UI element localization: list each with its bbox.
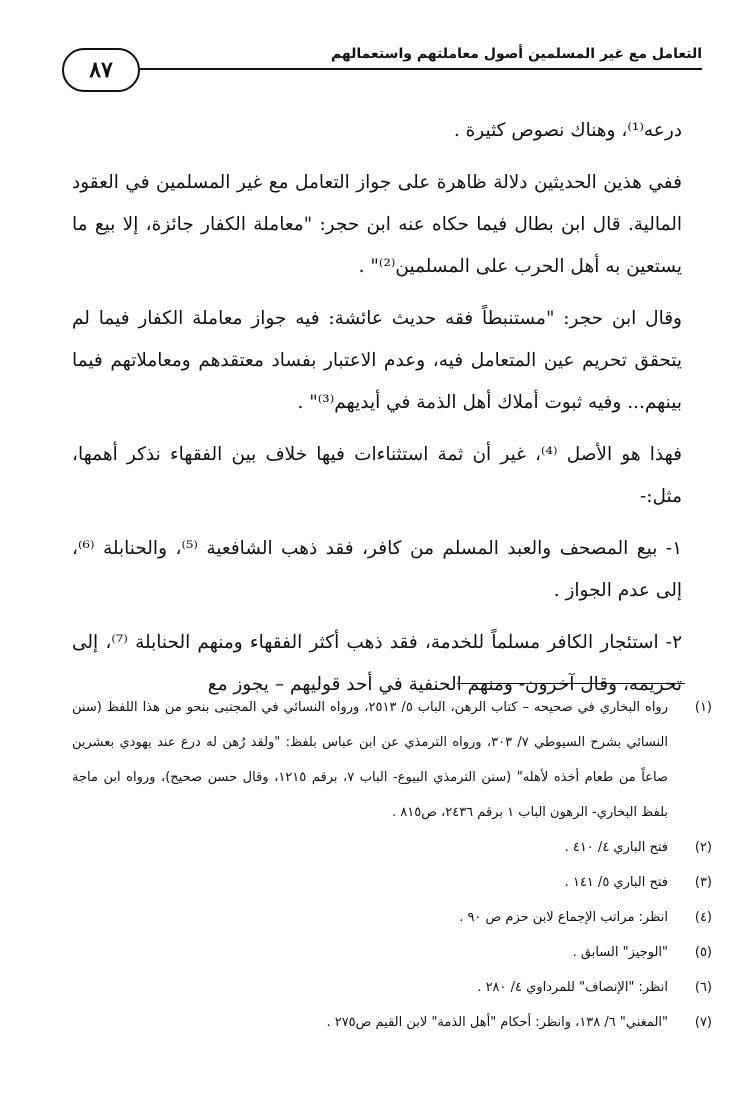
page-header bbox=[62, 48, 702, 92]
paragraph-3: وقال ابن حجر: "مستنبطاً فقه حديث عائشة: فيه جواز معاملة الكفار فيما لم يتحقق تحريم عين المتعامل فيه، وعدم الاعتبار بفساد معتقدهم ومعاملاتهم فيما بينهم... وفيه ثبوت أملاك أهل الذمة في أيديهم⁽³⁾" . bbox=[72, 308, 682, 413]
footnote-number: (٧) bbox=[694, 1015, 712, 1030]
footnote-1 bbox=[72, 690, 712, 830]
paragraph-4: فهذا هو الأصل ⁽⁴⁾، غير أن ثمة استثناءات فيها خلاف بين الفقهاء نذكر أهمها، مثل:- bbox=[72, 444, 682, 507]
footnote-4 bbox=[72, 900, 712, 935]
footnote-text: فتح الباري ٥/ ١٤١ . bbox=[564, 875, 668, 890]
footnote-text: رواه البخاري في صحيحه – كتاب الرهن، الباب ٥/ ٢٥١٣، ورواه النسائي في المجتبى بنحو من هذا اللفظ (سنن النسائي بشرح السيوطي ٧/ ٣٠٣، ورواه الترمذي عن ابن عباس بلفظ: "ولقد رُهن له درع عند يهودي بعشرين صاعاً من طعام أخذه لأهله" (سنن الترمذي البيوع- الباب ٧، برقم ١٢١٥، وقال حسن صحيح)، ورواه ابن ماجة بلفظ البخاري- الرهون الباب ١ برقم ٢٤٣٦، ص٨١٥ . bbox=[72, 700, 668, 820]
paragraph-6: ٢- استئجار الكافر مسلماً للخدمة، فقد ذهب أكثر الفقهاء ومنهم الحنابلة ⁽⁷⁾، إلى تحريمه، وقال آخرون- ومنهم الحنفية في أحد قوليهم – يجوز مع bbox=[72, 632, 683, 695]
footnote-5 bbox=[72, 935, 712, 970]
footnote-text: "المغني" ٦/ ١٣٨، وانظر: أحكام "أهل الذمة" لابن القيم ص٢٧٥ . bbox=[326, 1015, 668, 1030]
main-text bbox=[72, 110, 682, 716]
footnote-number: (٢) bbox=[694, 840, 712, 855]
paragraph-1: درعه⁽¹⁾، وهناك نصوص كثيرة . bbox=[453, 120, 682, 141]
footnote-number: (١) bbox=[694, 700, 712, 715]
footnote-2 bbox=[72, 830, 712, 865]
page-number: ٨٧ bbox=[62, 48, 140, 92]
paragraph-5: ١- بيع المصحف والعبد المسلم من كافر، فقد ذهب الشافعية ⁽⁵⁾، والحنابلة ⁽⁶⁾، إلى عدم الجواز . bbox=[72, 538, 682, 601]
footnote-text: فتح الباري ٤/ ٤١٠ . bbox=[564, 840, 668, 855]
footnote-number: (٣) bbox=[694, 875, 712, 890]
footnote-3 bbox=[72, 865, 712, 900]
footnotes bbox=[72, 690, 712, 1040]
footnote-number: (٥) bbox=[694, 945, 712, 960]
header-rule bbox=[136, 68, 702, 70]
footnote-number: (٤) bbox=[694, 910, 712, 925]
footnote-text: انظر: مراتب الإجماع لابن حزم ص ٩٠ . bbox=[459, 910, 668, 925]
footnote-number: (٦) bbox=[694, 980, 712, 995]
footnote-6 bbox=[72, 970, 712, 1005]
footnote-separator bbox=[457, 683, 685, 684]
footnote-text: "الوجيز" السابق . bbox=[572, 945, 668, 960]
running-title: التعامل مع غير المسلمين أصول معاملتهم واستعمالهم bbox=[325, 46, 702, 62]
footnote-text: انظر: "الإنصاف" للمرداوي ٤/ ٢٨٠ . bbox=[477, 980, 668, 995]
paragraph-2: ففي هذين الحديثين دلالة ظاهرة على جواز التعامل مع غير المسلمين في العقود المالية. قال ابن بطال فيما حكاه عنه ابن حجر: "معاملة الكفار جائزة، إلا بيع ما يستعين به أهل الحرب على المسلمين⁽²⁾" . bbox=[72, 172, 682, 277]
footnote-7 bbox=[72, 1005, 712, 1040]
